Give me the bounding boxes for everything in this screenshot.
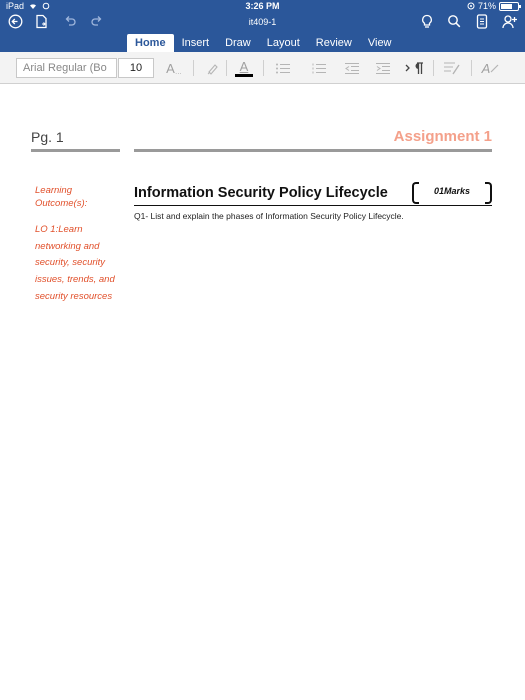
ribbon-divider bbox=[193, 60, 194, 76]
phone-view-icon[interactable] bbox=[474, 13, 490, 29]
text-effects-label: A bbox=[166, 60, 175, 76]
styles-button[interactable] bbox=[480, 59, 502, 77]
paragraph-marks-icon[interactable] bbox=[404, 59, 426, 77]
share-person-icon[interactable] bbox=[502, 13, 518, 29]
tab-draw[interactable]: Draw bbox=[225, 37, 251, 49]
battery-percent: 71% bbox=[477, 1, 496, 11]
document-title[interactable]: it409-1 bbox=[248, 17, 277, 27]
tab-home[interactable]: Home bbox=[127, 34, 174, 52]
more-dots-icon: … bbox=[174, 68, 182, 76]
decrease-indent-icon[interactable] bbox=[343, 59, 361, 77]
ribbon-divider bbox=[471, 60, 472, 76]
font-size-field[interactable]: 10 bbox=[118, 58, 154, 78]
learning-outcome-text: LO 1:Learn networking and security, security issues, trends, and security resources bbox=[35, 224, 115, 302]
home-ribbon bbox=[0, 52, 525, 84]
search-icon[interactable] bbox=[446, 13, 462, 29]
font-name-field[interactable]: Arial Regular (Bo bbox=[16, 58, 117, 78]
learning-outcome-label: Learning Outcome(s): bbox=[35, 185, 88, 209]
text-effects-button[interactable] bbox=[164, 59, 184, 77]
redo-icon[interactable] bbox=[89, 13, 105, 29]
tab-view[interactable]: View bbox=[367, 37, 392, 49]
highlight-icon[interactable] bbox=[204, 59, 220, 77]
file-icon[interactable] bbox=[33, 13, 49, 29]
header-rule-right bbox=[134, 149, 492, 152]
page-label: Pg. 1 bbox=[31, 129, 64, 145]
app-header bbox=[0, 0, 525, 52]
increase-indent-icon[interactable] bbox=[374, 59, 392, 77]
tab-layout[interactable]: Layout bbox=[266, 37, 300, 49]
assignment-label: Assignment 1 bbox=[393, 128, 492, 145]
tab-insert[interactable]: Insert bbox=[181, 37, 210, 49]
bullets-icon[interactable] bbox=[274, 59, 292, 77]
paragraph-styles-icon[interactable] bbox=[442, 59, 462, 77]
battery-fill bbox=[501, 4, 512, 9]
question-heading: Information Security Policy Lifecycle bbox=[134, 185, 388, 201]
numbering-icon[interactable] bbox=[310, 59, 328, 77]
status-bar bbox=[0, 0, 525, 13]
heading-underline bbox=[134, 205, 492, 206]
header-rule-left bbox=[31, 149, 120, 152]
ribbon-divider bbox=[226, 60, 227, 76]
undo-icon[interactable] bbox=[62, 13, 78, 29]
marks-badge bbox=[412, 182, 492, 204]
document-page[interactable] bbox=[0, 85, 525, 700]
question-text: Q1- List and explain the phases of Information Security Policy Lifecycle. bbox=[134, 211, 404, 221]
ribbon-divider bbox=[263, 60, 264, 76]
battery-icon bbox=[499, 2, 519, 11]
back-icon[interactable] bbox=[7, 13, 23, 29]
font-color-label: A bbox=[239, 58, 249, 74]
device-name: iPad bbox=[6, 1, 25, 11]
location-icon bbox=[467, 2, 475, 10]
styles-pen-icon bbox=[490, 63, 500, 73]
styles-label: A bbox=[481, 60, 491, 76]
lightbulb-icon[interactable] bbox=[419, 13, 435, 29]
marks-text: 01Marks bbox=[433, 186, 471, 196]
ribbon-divider bbox=[433, 60, 434, 76]
tab-review[interactable]: Review bbox=[315, 37, 352, 49]
ribbon-tabs bbox=[127, 34, 400, 52]
font-color-swatch bbox=[235, 74, 253, 77]
status-time: 3:26 PM bbox=[245, 1, 280, 11]
font-color-button[interactable] bbox=[234, 59, 254, 77]
